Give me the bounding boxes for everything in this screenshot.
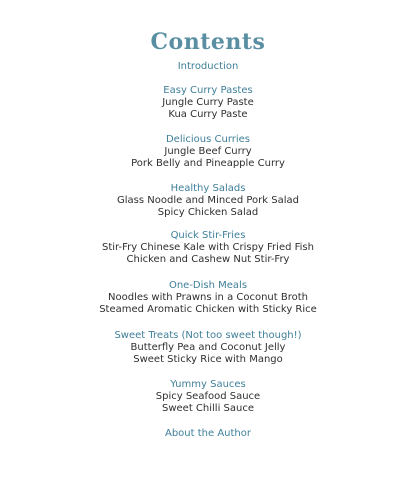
toc-link-introduction[interactable]: Introduction bbox=[177, 61, 239, 72]
toc-section-one-dish-meals bbox=[0, 279, 416, 316]
toc-heading-curries[interactable]: Delicious Curries bbox=[165, 134, 251, 145]
toc-section-curries bbox=[0, 133, 416, 170]
toc-entry[interactable]: Glass Noodle and Minced Pork Salad bbox=[117, 195, 299, 206]
toc-entry[interactable]: Jungle Beef Curry bbox=[164, 146, 252, 157]
page-title: Contents bbox=[150, 29, 266, 55]
toc-section-stir-fries bbox=[0, 229, 416, 266]
toc-entry[interactable]: Pork Belly and Pineapple Curry bbox=[131, 158, 285, 169]
toc-entry[interactable]: Spicy Seafood Sauce bbox=[155, 391, 261, 402]
toc-entry[interactable]: Chicken and Cashew Nut Stir-Fry bbox=[126, 254, 290, 265]
toc-heading-curry-pastes[interactable]: Easy Curry Pastes bbox=[163, 85, 253, 96]
toc-entry[interactable]: Butterfly Pea and Coconut Jelly bbox=[130, 342, 286, 353]
toc-heading-sweet-treats[interactable]: Sweet Treats (Not too sweet though!) bbox=[114, 330, 302, 341]
toc-entry[interactable]: Jungle Curry Paste bbox=[162, 97, 254, 108]
toc-section-sauces bbox=[0, 378, 416, 415]
toc-entry[interactable]: Spicy Chicken Salad bbox=[157, 207, 259, 218]
toc-section-curry-pastes bbox=[0, 84, 416, 121]
toc-introduction bbox=[0, 60, 416, 73]
toc-heading-salads[interactable]: Healthy Salads bbox=[170, 183, 246, 194]
toc-entry[interactable]: Steamed Aromatic Chicken with Sticky Rice bbox=[99, 304, 317, 315]
toc-entry[interactable]: Kua Curry Paste bbox=[168, 109, 248, 120]
toc-entry[interactable]: Noodles with Prawns in a Coconut Broth bbox=[108, 292, 308, 303]
toc-heading-sauces[interactable]: Yummy Sauces bbox=[170, 379, 246, 390]
toc-link-about-author[interactable]: About the Author bbox=[164, 428, 251, 439]
toc-entry[interactable]: Stir-Fry Chinese Kale with Crispy Fried Fish bbox=[102, 242, 314, 253]
toc-section-salads bbox=[0, 182, 416, 219]
toc-heading-stir-fries[interactable]: Quick Stir-Fries bbox=[170, 230, 246, 241]
toc-section-sweet-treats bbox=[0, 329, 416, 366]
toc-entry[interactable]: Sweet Chilli Sauce bbox=[161, 403, 254, 414]
toc-about-author bbox=[0, 427, 416, 440]
toc-entry[interactable]: Sweet Sticky Rice with Mango bbox=[133, 354, 283, 365]
toc-heading-one-dish-meals[interactable]: One-Dish Meals bbox=[168, 280, 248, 291]
